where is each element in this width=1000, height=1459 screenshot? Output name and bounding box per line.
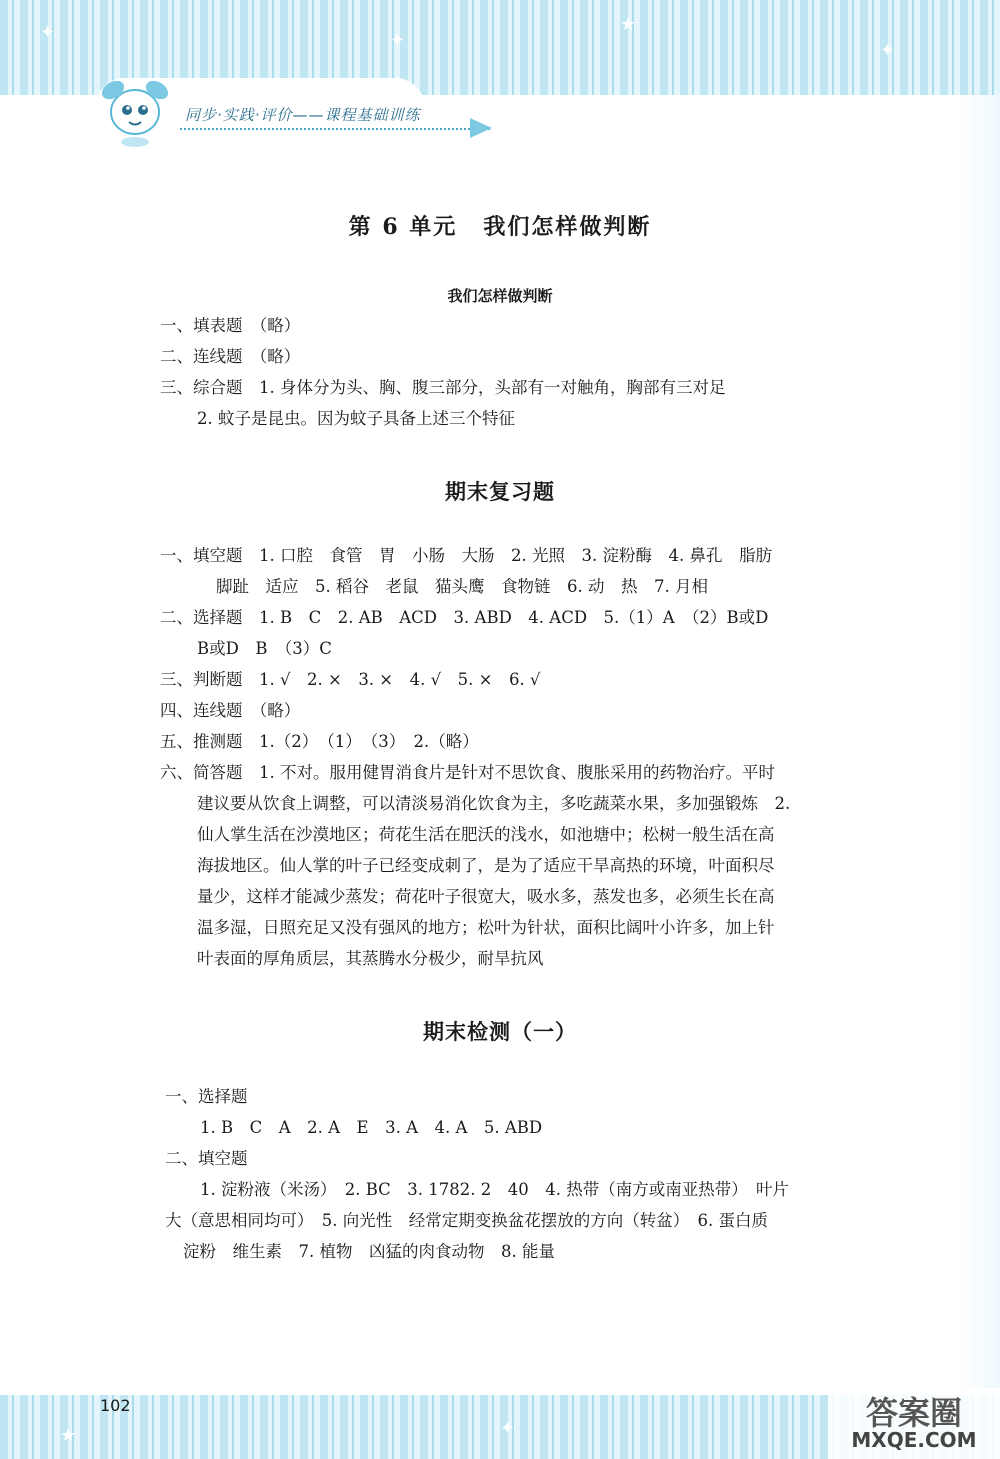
star-icon: ✦ xyxy=(500,1418,516,1439)
answer-line: 量少，这样才能减少蒸发；荷花叶子很宽大，吸水多，蒸发也多，必须生长在高 xyxy=(197,887,775,906)
watermark-url: MXQE.COM xyxy=(851,1428,977,1452)
answer-line: 一、填表题 （略） xyxy=(160,316,301,335)
answer-line: 脚趾 适应 5. 稻谷 老鼠 猫头鹰 食物链 6. 动 热 7. 月相 xyxy=(216,577,708,596)
answer-line: 五、推测题 1.（2） （1） （3） 2.（略） xyxy=(160,732,479,751)
answer-line: 1. 淀粉液（米汤） 2. BC 3. 1782. 2 40 4. 热带（南方或南亚热带） 叶片 xyxy=(200,1180,789,1199)
star-icon: ✦ xyxy=(40,22,56,43)
answer-line: 海拔地区。仙人掌的叶子已经变成刺了，是为了适应干旱高热的环境，叶面积尽 xyxy=(197,856,775,875)
answer-line: 建议要从饮食上调整，可以清淡易消化饮食为主，多吃蔬菜水果，多加强锻炼 2. xyxy=(197,794,791,813)
answer-line: 大（意思相同均可） 5. 向光性 经常定期变换盆花摆放的方向（转盆） 6. 蛋白质 xyxy=(165,1211,768,1230)
answer-line: 二、填空题 xyxy=(165,1149,248,1168)
answer-line: 叶表面的厚角质层，其蒸腾水分极少，耐旱抗风 xyxy=(197,949,544,968)
watermark xyxy=(828,1388,1000,1459)
answer-line: 1. B C A 2. A E 3. A 4. A 5. ABD xyxy=(200,1118,543,1137)
unit-number: 第 6 单元 xyxy=(348,214,458,240)
unit-title xyxy=(0,210,1000,241)
watermark-logo: 答案圈 xyxy=(865,1394,962,1432)
answer-line: 二、连线题 （略） xyxy=(160,347,301,366)
page-number: 102 xyxy=(100,1396,131,1415)
answer-line: 四、连线题 （略） xyxy=(160,701,301,720)
lesson-title: 我们怎样做判断 xyxy=(447,287,553,305)
mascot-icon xyxy=(95,60,175,150)
answer-line: 六、简答题 1. 不对。服用健胃消食片是针对不思饮食、腹胀采用的药物治疗。平时 xyxy=(160,763,775,782)
answer-line: 仙人掌生活在沙漠地区；荷花生活在肥沃的浅水，如池塘中；松树一般生活在高 xyxy=(197,825,775,844)
answer-line: 一、选择题 xyxy=(165,1087,248,1106)
test-title: 期末检测（一） xyxy=(423,1019,577,1044)
review-title: 期末复习题 xyxy=(445,479,555,504)
star-icon: ★ xyxy=(620,14,637,35)
star-icon: ✦ xyxy=(880,40,896,61)
star-icon: ✦ xyxy=(390,30,406,51)
answer-line: 2. 蚊子是昆虫。因为蚊子具备上述三个特征 xyxy=(197,409,515,428)
star-icon: ★ xyxy=(60,1425,77,1446)
header-rule xyxy=(180,128,490,130)
unit-name: 我们怎样做判断 xyxy=(483,214,652,240)
answer-line: 三、判断题 1. √ 2. × 3. × 4. √ 5. × 6. √ xyxy=(160,670,541,689)
series-header: 同步·实践·评价——课程基础训练 xyxy=(185,106,421,124)
answer-line: 三、综合题 1. 身体分为头、胸、腹三部分，头部有一对触角，胸部有三对足 xyxy=(160,378,726,397)
answer-line: 淀粉 维生素 7. 植物 凶猛的肉食动物 8. 能量 xyxy=(183,1242,555,1261)
answer-line: 温多湿，日照充足又没有强风的地方；松叶为针状，面积比阔叶小许多，加上针 xyxy=(197,918,775,937)
answer-line: B或D B （3）C xyxy=(197,639,332,658)
header-arrow-icon xyxy=(470,118,492,138)
answer-line: 二、选择题 1. B C 2. AB ACD 3. ABD 4. ACD 5.（1）A （2）B或D xyxy=(160,608,769,627)
answer-line: 一、填空题 1. 口腔 食管 胃 小肠 大肠 2. 光照 3. 淀粉酶 4. 鼻孔 脂肪 xyxy=(160,546,772,565)
